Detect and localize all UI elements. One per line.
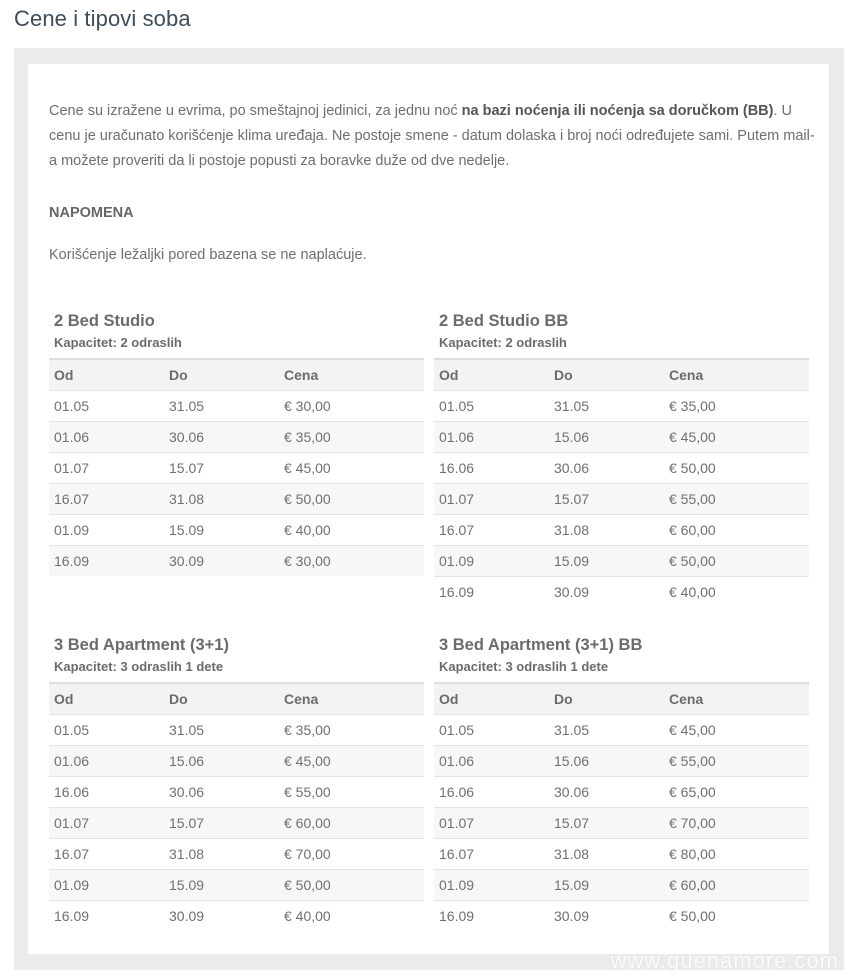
table-header-row	[49, 359, 424, 390]
column-header-to: Do	[554, 366, 573, 383]
table-row	[434, 390, 809, 421]
price: € 35,00	[664, 390, 809, 421]
date-to: 31.08	[549, 838, 664, 869]
date-from: 16.09	[49, 900, 164, 931]
price: € 50,00	[664, 452, 809, 483]
intro-text	[49, 99, 819, 174]
date-from: 16.09	[434, 900, 549, 931]
date-to: 15.07	[164, 807, 279, 838]
date-to: 31.05	[549, 390, 664, 421]
prices-content	[28, 64, 829, 954]
price: € 55,00	[664, 483, 809, 514]
date-from: 16.07	[49, 483, 164, 514]
column-header-price: Cena	[284, 366, 319, 383]
date-to: 30.09	[549, 576, 664, 607]
room-block-2-bed-studio	[49, 311, 424, 576]
table-row	[434, 714, 809, 745]
table-row	[434, 576, 809, 607]
table-row	[49, 483, 424, 514]
price: € 65,00	[664, 776, 809, 807]
date-to: 31.08	[164, 838, 279, 869]
prices-panel	[14, 48, 844, 970]
table-row	[49, 807, 424, 838]
price: € 50,00	[664, 545, 809, 576]
price: € 60,00	[664, 869, 809, 900]
date-from: 16.09	[434, 576, 549, 607]
price: € 55,00	[279, 776, 424, 807]
date-from: 01.06	[434, 421, 549, 452]
date-to: 15.09	[164, 869, 279, 900]
column-header-to: Do	[554, 690, 573, 707]
date-from: 01.09	[49, 869, 164, 900]
date-to: 15.06	[549, 421, 664, 452]
site-watermark: www.guenamore.com	[610, 948, 839, 973]
date-to: 15.07	[164, 452, 279, 483]
note-text: Korišćenje ležaljki pored bazena se ne naplaćuje.	[49, 247, 367, 263]
column-header-price: Cena	[284, 690, 319, 707]
price: € 40,00	[279, 900, 424, 931]
note-heading: NAPOMENA	[49, 205, 134, 221]
table-header-row	[434, 683, 809, 714]
price: € 30,00	[279, 545, 424, 576]
date-to: 15.09	[549, 869, 664, 900]
column-header-to: Do	[169, 366, 188, 383]
date-from: 16.06	[434, 452, 549, 483]
column-header-price: Cena	[669, 366, 704, 383]
room-capacity: Kapacitet: 2 odraslih	[54, 335, 182, 350]
table-row	[49, 390, 424, 421]
date-to: 30.06	[549, 776, 664, 807]
date-to: 15.09	[164, 514, 279, 545]
room-block-3-bed-apartment-bb	[434, 635, 809, 931]
table-row	[49, 838, 424, 869]
table-row	[49, 869, 424, 900]
price: € 50,00	[279, 483, 424, 514]
date-from: 01.07	[49, 452, 164, 483]
price: € 55,00	[664, 745, 809, 776]
price: € 50,00	[279, 869, 424, 900]
price: € 70,00	[664, 807, 809, 838]
date-to: 31.05	[164, 714, 279, 745]
column-header-from: Od	[54, 366, 74, 383]
price-table	[434, 358, 809, 607]
table-row	[434, 900, 809, 931]
date-to: 31.08	[549, 514, 664, 545]
price: € 35,00	[279, 421, 424, 452]
room-capacity: Kapacitet: 3 odraslih 1 dete	[439, 659, 609, 674]
price: € 40,00	[664, 576, 809, 607]
date-from: 01.09	[434, 869, 549, 900]
table-row	[434, 452, 809, 483]
date-to: 31.05	[549, 714, 664, 745]
table-row	[434, 838, 809, 869]
price-table	[49, 682, 424, 931]
date-to: 15.07	[549, 483, 664, 514]
date-to: 15.06	[164, 745, 279, 776]
date-to: 30.06	[164, 421, 279, 452]
price: € 45,00	[279, 745, 424, 776]
table-row	[434, 421, 809, 452]
price-table	[49, 358, 424, 576]
date-to: 30.09	[164, 545, 279, 576]
column-header-to: Do	[169, 690, 188, 707]
date-from: 16.06	[49, 776, 164, 807]
price: € 80,00	[664, 838, 809, 869]
price: € 70,00	[279, 838, 424, 869]
intro-text-end: . U cenu je uračunato korišćenje klima uređaja. Ne postoje smene - datum dolaska i broj noći određujete sami. Putem mail-a možete proveriti da li postoje popusti za boravke duže od dve nedelje.	[49, 103, 815, 169]
column-header-from: Od	[439, 366, 459, 383]
date-to: 31.08	[164, 483, 279, 514]
date-from: 01.05	[434, 390, 549, 421]
date-to: 30.06	[549, 452, 664, 483]
room-capacity: Kapacitet: 2 odraslih	[439, 335, 567, 350]
table-header-row	[49, 683, 424, 714]
price: € 45,00	[664, 714, 809, 745]
price: € 40,00	[279, 514, 424, 545]
table-row	[434, 483, 809, 514]
price: € 45,00	[279, 452, 424, 483]
date-from: 01.07	[434, 807, 549, 838]
date-to: 31.05	[164, 390, 279, 421]
table-row	[49, 452, 424, 483]
date-from: 16.09	[49, 545, 164, 576]
table-row	[434, 807, 809, 838]
date-from: 01.09	[434, 545, 549, 576]
price: € 35,00	[279, 714, 424, 745]
room-title: 2 Bed Studio	[54, 312, 155, 330]
date-from: 01.06	[434, 745, 549, 776]
page-title: Cene i tipovi soba	[14, 6, 191, 31]
date-from: 16.07	[49, 838, 164, 869]
date-to: 30.06	[164, 776, 279, 807]
date-from: 16.07	[434, 514, 549, 545]
date-from: 01.07	[49, 807, 164, 838]
date-to: 15.06	[549, 745, 664, 776]
date-to: 15.07	[549, 807, 664, 838]
table-row	[434, 514, 809, 545]
date-from: 01.07	[434, 483, 549, 514]
table-row	[49, 776, 424, 807]
room-capacity: Kapacitet: 3 odraslih 1 dete	[54, 659, 224, 674]
table-row	[434, 869, 809, 900]
table-row	[434, 776, 809, 807]
table-row	[49, 514, 424, 545]
table-row	[49, 421, 424, 452]
intro-text-start: Cene su izražene u evrima, po smeštajnoj jedinici, za jednu noć	[49, 103, 462, 119]
date-from: 01.06	[49, 421, 164, 452]
column-header-from: Od	[439, 690, 459, 707]
date-from: 01.06	[49, 745, 164, 776]
date-to: 30.09	[549, 900, 664, 931]
room-block-2-bed-studio-bb	[434, 311, 809, 607]
table-row	[49, 745, 424, 776]
table-row	[434, 745, 809, 776]
room-block-3-bed-apartment	[49, 635, 424, 931]
price: € 60,00	[279, 807, 424, 838]
room-title: 3 Bed Apartment (3+1) BB	[439, 636, 643, 654]
column-header-from: Od	[54, 690, 74, 707]
table-row	[49, 545, 424, 576]
room-title: 2 Bed Studio BB	[439, 312, 569, 330]
date-from: 01.05	[434, 714, 549, 745]
date-from: 01.05	[49, 714, 164, 745]
price-table	[434, 682, 809, 931]
date-from: 01.09	[49, 514, 164, 545]
price: € 50,00	[664, 900, 809, 931]
room-title: 3 Bed Apartment (3+1)	[54, 636, 229, 654]
intro-text-bold: na bazi noćenja ili noćenja sa doručkom (BB)	[461, 103, 774, 119]
table-row	[49, 714, 424, 745]
date-to: 15.09	[549, 545, 664, 576]
date-from: 16.07	[434, 838, 549, 869]
table-row	[434, 545, 809, 576]
price: € 30,00	[279, 390, 424, 421]
table-row	[49, 900, 424, 931]
date-to: 30.09	[164, 900, 279, 931]
table-header-row	[434, 359, 809, 390]
date-from: 01.05	[49, 390, 164, 421]
date-from: 16.06	[434, 776, 549, 807]
price: € 60,00	[664, 514, 809, 545]
column-header-price: Cena	[669, 690, 704, 707]
price: € 45,00	[664, 421, 809, 452]
